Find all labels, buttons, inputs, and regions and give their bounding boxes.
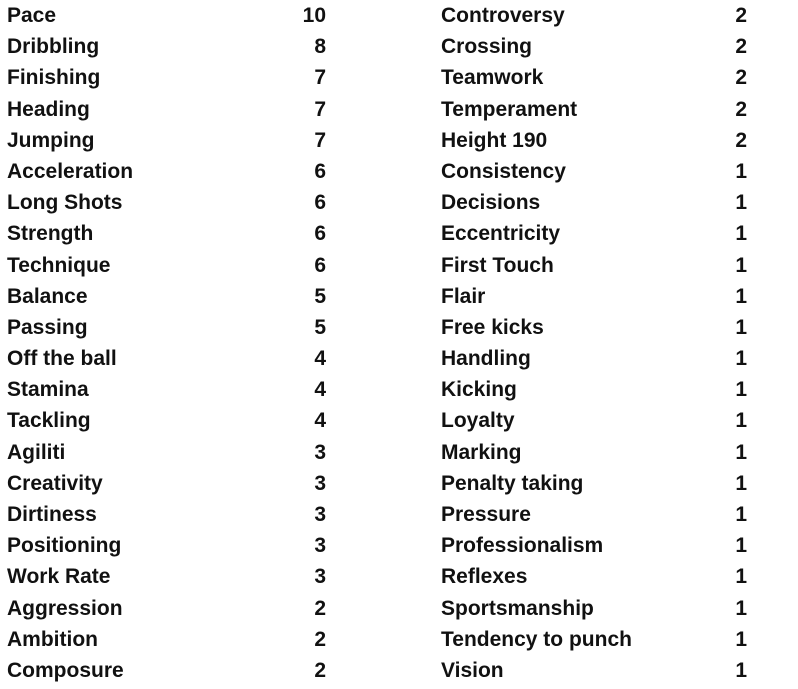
attribute-name: Positioning (7, 534, 122, 558)
attribute-name: Temperament (441, 97, 578, 121)
attribute-name: Crossing (441, 35, 533, 59)
attribute-row (7, 156, 337, 187)
attribute-value: 6 (314, 159, 326, 183)
attribute-value: 1 (735, 440, 747, 464)
attribute-name: Marking (441, 440, 522, 464)
attribute-row (7, 343, 337, 374)
attribute-name: Decisions (441, 191, 541, 215)
attribute-name: Work Rate (7, 565, 111, 589)
attribute-value: 4 (314, 378, 326, 402)
attribute-value: 1 (735, 409, 747, 433)
attribute-value: 2 (735, 35, 747, 59)
attribute-name: Jumping (7, 128, 95, 152)
attribute-name: Penalty taking (441, 471, 584, 495)
attribute-row (441, 31, 751, 62)
attribute-value: 2 (314, 627, 326, 651)
attribute-row (7, 0, 337, 31)
attribute-name: Handling (441, 347, 531, 371)
attribute-name: Loyalty (441, 409, 515, 433)
attribute-value: 1 (735, 253, 747, 277)
attribute-name: Tackling (7, 409, 91, 433)
attribute-name: Acceleration (7, 159, 134, 183)
attribute-name: Height 190 (441, 128, 548, 152)
attribute-value: 2 (314, 658, 326, 682)
attribute-name: Dribbling (7, 35, 100, 59)
attribute-row (441, 499, 751, 530)
attribute-name: Strength (7, 222, 94, 246)
attribute-name: Composure (7, 658, 124, 682)
attribute-value: 3 (314, 471, 326, 495)
attribute-value: 2 (314, 596, 326, 620)
attribute-row (441, 343, 751, 374)
attribute-row (441, 468, 751, 499)
attribute-row (7, 125, 337, 156)
attribute-value: 4 (314, 409, 326, 433)
attribute-value: 2 (735, 4, 747, 27)
attribute-value: 1 (735, 159, 747, 183)
attribute-name: Eccentricity (441, 222, 561, 246)
attribute-row (7, 530, 337, 561)
attribute-row (7, 624, 337, 655)
attribute-row (441, 156, 751, 187)
attribute-row (441, 218, 751, 249)
attribute-row (441, 624, 751, 655)
attribute-value: 1 (735, 534, 747, 558)
attribute-value: 2 (735, 66, 747, 90)
attribute-row (441, 593, 751, 624)
attribute-name: First Touch (441, 253, 554, 277)
attribute-row (7, 437, 337, 468)
attribute-row (7, 62, 337, 93)
attribute-value: 1 (735, 627, 747, 651)
attribute-name: Long Shots (7, 191, 123, 215)
attribute-name: Passing (7, 315, 88, 339)
attribute-name: Pace (7, 4, 57, 27)
attribute-name: Creativity (7, 471, 103, 495)
attribute-value: 1 (735, 284, 747, 308)
attribute-value: 7 (314, 128, 326, 152)
attribute-name: Dirtiness (7, 503, 97, 526)
attribute-value: 1 (735, 378, 747, 402)
attribute-row (7, 250, 337, 281)
attribute-row (7, 468, 337, 499)
attribute-name: Balance (7, 284, 88, 308)
attribute-name: Off the ball (7, 347, 117, 371)
attribute-value: 6 (314, 222, 326, 246)
attribute-row (7, 405, 337, 436)
attribute-row (441, 437, 751, 468)
attribute-value: 3 (314, 503, 326, 526)
attribute-list-right (441, 0, 751, 686)
attribute-value: 8 (314, 35, 326, 59)
attribute-value: 10 (302, 4, 326, 27)
attribute-value: 4 (314, 347, 326, 371)
attribute-name: Vision (441, 658, 504, 682)
attribute-value: 1 (735, 503, 747, 526)
attribute-name: Teamwork (441, 66, 544, 90)
attribute-value: 1 (735, 596, 747, 620)
attribute-name: Stamina (7, 378, 89, 402)
attribute-row (441, 655, 751, 686)
attribute-value: 3 (314, 534, 326, 558)
attribute-row (7, 499, 337, 530)
attribute-name: Professionalism (441, 534, 604, 558)
attribute-row (441, 530, 751, 561)
attribute-name: Pressure (441, 503, 531, 526)
attribute-list-left (7, 0, 337, 686)
attribute-row (7, 187, 337, 218)
attribute-value: 1 (735, 191, 747, 215)
attribute-value: 2 (735, 128, 747, 152)
attribute-name: Controversy (441, 4, 565, 27)
attribute-name: Free kicks (441, 315, 544, 339)
attribute-value: 2 (735, 97, 747, 121)
attribute-row (441, 94, 751, 125)
attribute-value: 5 (314, 284, 326, 308)
attribute-row (441, 561, 751, 592)
attribute-value: 1 (735, 658, 747, 682)
attribute-row (441, 250, 751, 281)
attribute-row (441, 312, 751, 343)
attribute-row (7, 94, 337, 125)
attribute-row (441, 62, 751, 93)
attribute-value: 3 (314, 440, 326, 464)
attribute-name: Consistency (441, 159, 566, 183)
attribute-row (7, 31, 337, 62)
attribute-row (7, 218, 337, 249)
attribute-row (441, 187, 751, 218)
attribute-name: Reflexes (441, 565, 528, 589)
attribute-row (7, 374, 337, 405)
attribute-value: 1 (735, 471, 747, 495)
attribute-name: Finishing (7, 66, 101, 90)
attribute-value: 1 (735, 315, 747, 339)
attribute-value: 6 (314, 253, 326, 277)
attribute-value: 7 (314, 66, 326, 90)
attribute-row (7, 281, 337, 312)
attribute-row (441, 0, 751, 31)
attribute-value: 5 (314, 315, 326, 339)
attribute-name: Heading (7, 97, 90, 121)
attribute-row (441, 281, 751, 312)
attribute-row (441, 374, 751, 405)
attribute-value: 1 (735, 565, 747, 589)
attribute-name: Ambition (7, 627, 98, 651)
attribute-name: Kicking (441, 378, 517, 402)
attribute-row (441, 125, 751, 156)
attribute-name: Sportsmanship (441, 596, 594, 620)
attribute-value: 1 (735, 347, 747, 371)
attribute-value: 1 (735, 222, 747, 246)
attribute-name: Aggression (7, 596, 123, 620)
attribute-name: Tendency to punch (441, 627, 632, 651)
attribute-row (7, 655, 337, 686)
attribute-row (7, 312, 337, 343)
attribute-row (7, 561, 337, 592)
attribute-value: 7 (314, 97, 326, 121)
attribute-name: Technique (7, 253, 111, 277)
attribute-name: Flair (441, 284, 486, 308)
attribute-value: 6 (314, 191, 326, 215)
attribute-name: Agiliti (7, 440, 66, 464)
attribute-row (441, 405, 751, 436)
attribute-value: 3 (314, 565, 326, 589)
attribute-row (7, 593, 337, 624)
